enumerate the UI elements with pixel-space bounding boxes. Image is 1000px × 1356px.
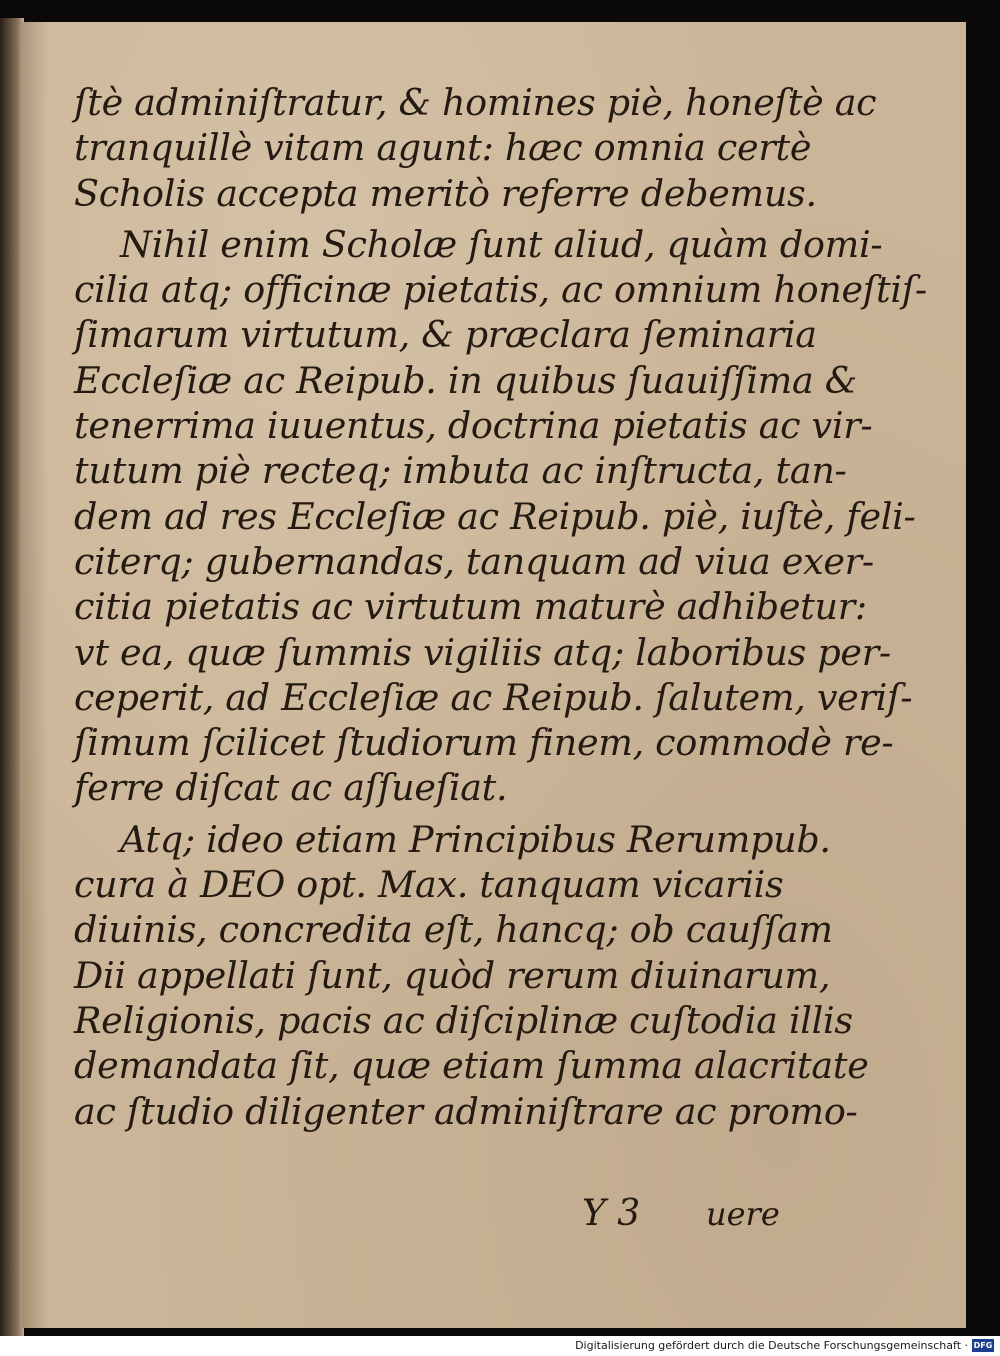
text-line: Scholis accepta meritò referre debemus. bbox=[74, 171, 817, 215]
text-line: ac ſtudio diligenter adminiſtrare ac promo- bbox=[74, 1089, 858, 1133]
text-line: dem ad res Eccleſiæ ac Reipub. piè, iuſtè, feli- bbox=[74, 494, 916, 538]
book-page bbox=[22, 22, 966, 1328]
text-line: demandata ſit, quæ etiam ſumma alacritate bbox=[74, 1044, 869, 1088]
text-line: tenerrima iuuentus, doctrina pietatis ac vir- bbox=[74, 404, 873, 448]
credit-bar bbox=[0, 1336, 1000, 1356]
binding-edge bbox=[0, 18, 24, 1336]
text-line: ceperit, ad Eccleſiæ ac Reipub. ſalutem, veriſ- bbox=[74, 675, 913, 719]
catchword: uere bbox=[706, 1195, 780, 1233]
text-line: diuinis, concredita eſt, hancq; ob cauſſam bbox=[74, 908, 833, 952]
text-line: cura à DEO opt. Max. tanquam vicariis bbox=[74, 863, 784, 907]
text-line: ſtè adminiſtratur, & homines piè, honeſtè ac bbox=[74, 81, 877, 124]
text-line: Dii appellati ſunt, quòd rerum diuinarum, bbox=[74, 953, 831, 997]
text-line: citia pietatis ac virtutum maturè adhibetur: bbox=[74, 585, 867, 629]
signature-mark: Y 3 bbox=[582, 1193, 641, 1234]
text-line: Atq; ideo etiam Principibus Rerumpub. bbox=[120, 817, 831, 861]
text-line: tranquillè vitam agunt: hæc omnia certè bbox=[74, 126, 812, 170]
dfg-logo: DFG bbox=[973, 1341, 993, 1350]
text-line: tutum piè recteq; imbuta ac inſtructa, tan- bbox=[74, 449, 847, 493]
text-line: vt ea, quæ ſummis vigiliis atq; laboribus per- bbox=[74, 630, 891, 674]
text-line: ſimum ſcilicet ſtudiorum finem, commodè re- bbox=[74, 721, 894, 765]
text-line: ferre diſcat ac aſſueſiat. bbox=[74, 766, 508, 810]
text-line: cilia atq; officinæ pietatis, ac omnium honeſtiſ- bbox=[74, 268, 927, 312]
text-line: Eccleſiæ ac Reipub. in quibus ſuauiſſima & bbox=[74, 358, 857, 402]
text-line: Nihil enim Scholæ ſunt aliud, quàm domi- bbox=[120, 222, 883, 266]
page-text bbox=[74, 80, 927, 1134]
text-line: Religionis, pacis ac diſciplinæ cuſtodia illis bbox=[74, 998, 853, 1042]
funding-credit: Digitalisierung gefördert durch die Deutsche Forschungsgemeinschaft · bbox=[575, 1339, 968, 1352]
text-line: ſimarum virtutum, & præclara ſeminaria bbox=[74, 313, 817, 357]
text-line: citerq; gubernandas, tanquam ad viua exer- bbox=[74, 539, 874, 583]
